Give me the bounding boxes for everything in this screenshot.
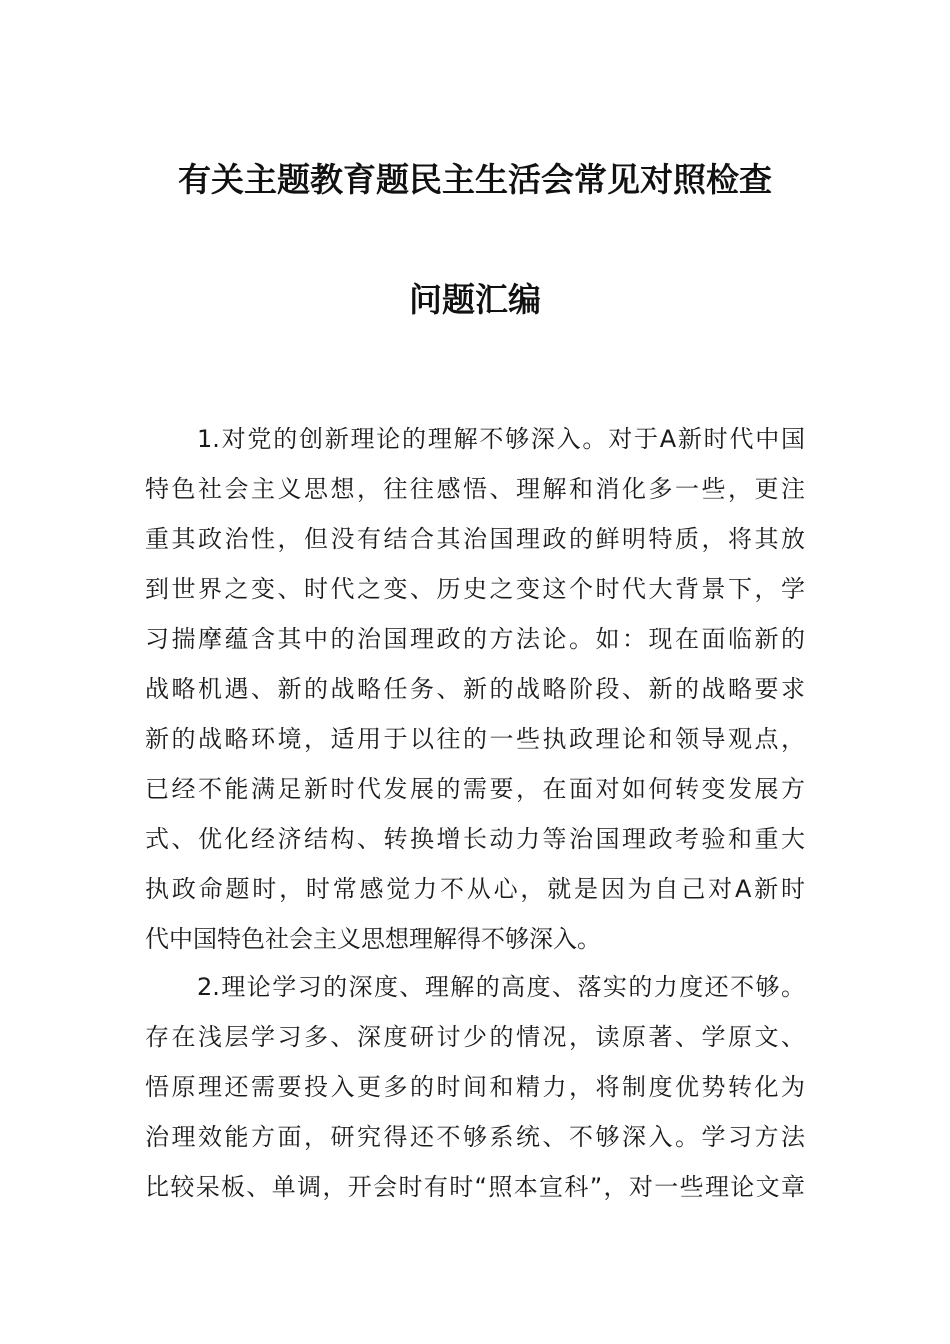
paragraph-1-line: 重其政治性，但没有结合其治国理政的鲜明特质，将其放 xyxy=(145,525,805,553)
paragraph-1-line: 特色社会主义思想，往往感悟、理解和消化多一些，更注 xyxy=(145,475,805,503)
paragraph-1-line: 习揣摩蕴含其中的治国理政的方法论。如：现在面临新的 xyxy=(145,625,805,653)
paragraph-2-line: 2.理论学习的深度、理解的高度、落实的力度还不够。 xyxy=(197,973,805,1001)
paragraph-1 xyxy=(145,414,805,964)
paragraph-2-line: 比较呆板、单调，开会时有时“照本宣科”，对一些理论文章 xyxy=(145,1173,805,1201)
paragraph-1-line: 新的战略环境，适用于以往的一些执政理论和领导观点， xyxy=(145,725,805,753)
paragraph-1-line: 已经不能满足新时代发展的需要，在面对如何转变发展方 xyxy=(145,775,805,803)
paragraph-2-line: 存在浅层学习多、深度研讨少的情况，读原著、学原文、 xyxy=(145,1023,805,1051)
document-title-line-1: 有关主题教育题民主生活会常见对照检查 xyxy=(178,160,772,199)
paragraph-2-line: 治理效能方面，研究得还不够系统、不够深入。学习方法 xyxy=(145,1123,805,1151)
paragraph-1-line: 战略机遇、新的战略任务、新的战略阶段、新的战略要求 xyxy=(145,675,805,703)
paragraph-1-line: 1.对党的创新理论的理解不够深入。对于A新时代中国 xyxy=(197,425,805,453)
paragraph-1-line: 执政命题时，时常感觉力不从心，就是因为自己对A新时 xyxy=(145,875,805,903)
paragraph-1-line: 式、优化经济结构、转换增长动力等治国理政考验和重大 xyxy=(145,825,805,853)
paragraph-1-line: 到世界之变、时代之变、历史之变这个时代大背景下，学 xyxy=(145,575,805,603)
paragraph-2 xyxy=(145,962,805,1212)
paragraph-1-line: 代中国特色社会主义思想理解得不够深入。 xyxy=(145,925,601,953)
paragraph-2-line: 悟原理还需要投入更多的时间和精力，将制度优势转化为 xyxy=(145,1073,805,1101)
document-title-line-2: 问题汇编 xyxy=(409,280,541,319)
